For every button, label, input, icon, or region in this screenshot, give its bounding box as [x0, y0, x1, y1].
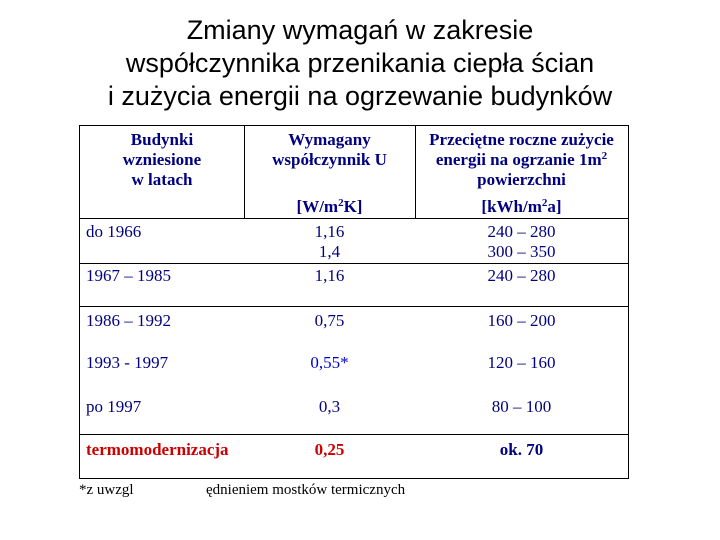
- header-u-unit-sup: 2: [338, 197, 344, 209]
- header-u-unit: [244, 197, 415, 217]
- row-line-3: [80, 434, 628, 435]
- header-energy-line-2-text: energii na ogrzanie 1m: [435, 150, 602, 169]
- header-energy-unit-text: [kWh/m: [481, 197, 542, 216]
- table-row-period: do 1966: [86, 222, 142, 241]
- title-line-2: współczynnika przenikania ciepła ścian: [125, 48, 595, 78]
- header-u-line-2: współczynnik U: [272, 150, 387, 169]
- header-period-line-1: Budynki: [130, 130, 194, 149]
- footnote-part-2: ędnieniem mostków termicznych: [206, 482, 406, 498]
- header-u-unit-text: [W/m: [296, 197, 339, 216]
- header-energy-line-2-sup: 2: [601, 150, 608, 162]
- header-period-line-3: w latach: [131, 170, 193, 189]
- table-row-u: 1,16: [314, 266, 345, 285]
- table-row-u-highlight: 0,25: [314, 440, 345, 459]
- header-energy-unit-text-end: a]: [547, 197, 562, 216]
- table-row-energy: 160 – 200: [487, 311, 556, 330]
- table-row-energy: 80 – 100: [491, 397, 552, 416]
- table-row-period: po 1997: [86, 397, 142, 416]
- header-energy-line-3: powierzchni: [477, 170, 566, 189]
- header-period-line-2: wzniesione: [122, 150, 202, 169]
- header-u-unit-text-end: K]: [343, 197, 363, 216]
- row-line-1: [80, 263, 628, 264]
- header-u-line-1: Wymagany: [288, 130, 371, 149]
- table-row-energy-alt: 300 – 350: [487, 242, 556, 261]
- table-row-u-alt: 1,4: [318, 242, 341, 261]
- header-energy-line-2: [415, 150, 628, 170]
- table-row-u: 0,75: [314, 311, 345, 330]
- table-row-energy: 240 – 280: [487, 266, 556, 285]
- table-row-u: 0,3: [318, 397, 341, 416]
- table-row-period: 1986 – 1992: [86, 311, 171, 330]
- title-line-3: i zużycia energii na ogrzewanie budynków: [107, 81, 613, 111]
- row-line-2: [80, 306, 628, 307]
- title-line-1: Zmiany wymagań w zakresie: [186, 15, 534, 45]
- header-energy-unit-sup: 2: [541, 197, 548, 209]
- table-row-energy: 240 – 280: [487, 222, 556, 241]
- header-u-value: [244, 130, 415, 170]
- header-energy-line-1: Przeciętne roczne zużycie: [429, 130, 614, 149]
- header-energy-unit: [415, 197, 628, 217]
- header-bottom-line: [80, 218, 628, 219]
- header-energy: [415, 130, 628, 190]
- slide-title: [0, 14, 720, 113]
- requirements-table: [79, 125, 629, 479]
- table-row-u: 1,16: [314, 222, 345, 241]
- header-period: [80, 130, 244, 190]
- table-row-period: 1993 - 1997: [86, 353, 169, 372]
- footnote-part-1: *z uwzgl: [79, 482, 134, 498]
- table-row-energy: 120 – 160: [487, 353, 556, 372]
- table-row-period: 1967 – 1985: [86, 266, 171, 285]
- table-row-u-highlight: 0,55*: [310, 353, 349, 372]
- table-row-energy: ok. 70: [499, 440, 544, 459]
- table-row-period-highlight: termomodernizacja: [86, 440, 229, 459]
